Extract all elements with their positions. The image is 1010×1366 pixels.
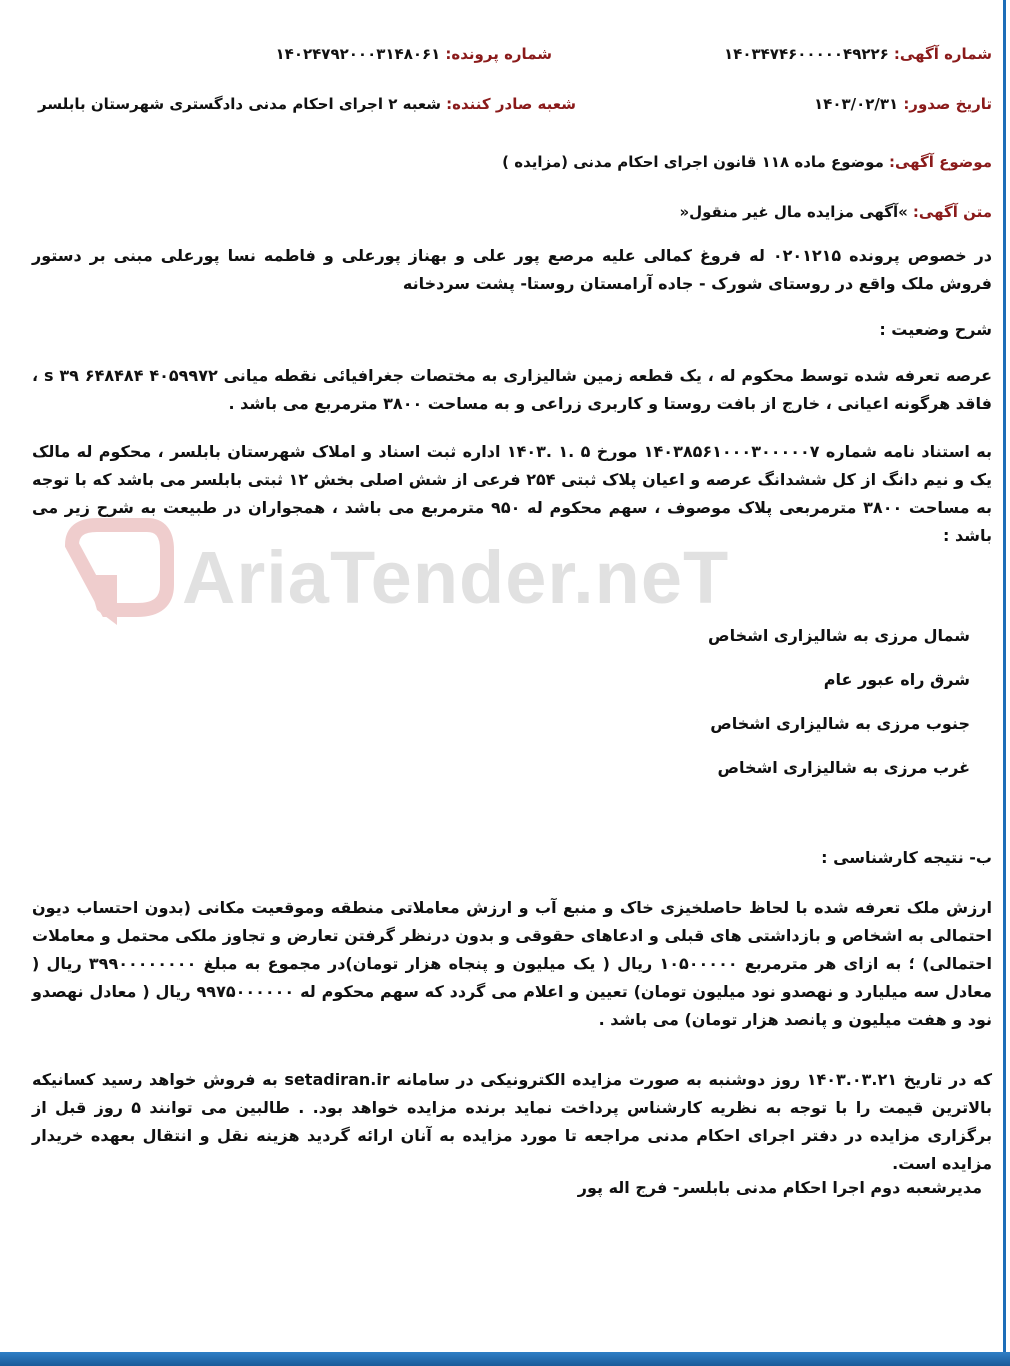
issue-date-row bbox=[814, 94, 992, 113]
paragraph-description: عرصه تعرفه شده توسط محکوم له ، یک قطعه زمین شالیزاری به مختصات جغرافیائی نقطه میانی ۴۰۵۹۹۷۲ ۶۴۸۴۸۴ s ۳۹ ، فاقد هرگونه اعیانی ، خارج از بافت روستا و کاربری زراعی و به مساحت ۳۸۰۰ مترمربع می باشد . bbox=[32, 366, 993, 413]
ad-number-label: شماره آگهی: bbox=[893, 45, 992, 63]
paragraph-auction: که در تاریخ ۱۴۰۳.۰۳.۲۱ روز دوشنبه به صورت مزایده الکترونیکی در سامانه setadiran.ir به فروش خواهد رسید کسانیکه بالاترین قیمت را با توجه به نظریه کارشناس پرداخت نماید برنده مزایده خواهد بود. . طالبین می توانند ۵ روز قبل از برگزاری مزایده در دفتر اجرای احکام مدنی مراجعه تا مورد مزایده به آنان ارائه گردید هزینه نقل و انتقال بعهده خریدار مزایده است. bbox=[32, 1070, 993, 1173]
paragraph-registry: به استناد نامه شماره ۱۴۰۳۸۵۶۱۰۰۰۳۰۰۰۰۰۷ مورخ ۵ .۱ .۱۴۰۳ اداره ثبت اسناد و املاک شهرستان بابلسر ، محکوم له مالک یک و نیم دانگ از کل ششدانگ عرصه و اعیان پلاک ثبتی ۲۵۴ فرعی از شش اصلی بخش ۱۲ ثبتی بابلسر می باشد که با توجه به مساحت ۳۸۰۰ مترمربعی پلاک موصوف ، سهم محکوم له ۹۵۰ مترمربع می باشد ، همجواران در طبیعت به شرح زیر می باشد : bbox=[32, 442, 993, 545]
ad-text-title: »آگهی مزایده مال غیر منقول« bbox=[679, 203, 908, 221]
case-number-label: شماره پرونده: bbox=[445, 45, 552, 63]
border-west: غرب مرزی به شالیزاری اشخاص bbox=[717, 758, 970, 777]
subject-label: موضوع آگهی: bbox=[888, 153, 992, 171]
border-south: جنوب مرزی به شالیزاری اشخاص bbox=[710, 714, 970, 733]
status-heading: شرح وضعیت : bbox=[879, 320, 992, 339]
bottom-bar bbox=[0, 1352, 1010, 1366]
case-number: ۱۴۰۲۴۷۹۲۰۰۰۳۱۴۸۰۶۱ bbox=[275, 45, 441, 63]
issue-date: ۱۴۰۳/۰۲/۳۱ bbox=[814, 95, 899, 113]
case-number-row bbox=[276, 44, 552, 63]
border-east: شرق راه عبور عام bbox=[823, 670, 970, 689]
watermark-text: AriaTender.neT bbox=[182, 536, 730, 619]
expert-heading: ب- نتیجه کارشناسی : bbox=[821, 848, 992, 867]
ad-text-row bbox=[679, 202, 992, 221]
ad-text-label: متن آگهی: bbox=[912, 203, 992, 221]
subject-row bbox=[502, 152, 992, 171]
issuer: شعبه ۲ اجرای احکام مدنی دادگستری شهرستان بابلسر bbox=[38, 95, 442, 113]
issuer-row bbox=[38, 94, 576, 113]
issuer-label: شعبه صادر کننده: bbox=[446, 95, 576, 113]
paragraph-case: در خصوص پرونده ۰۲۰۱۲۱۵ له فروغ کمالی علیه مرصع پور علی و بهناز پورعلی و فاطمه نسا پورعلی مبنی بر دستور فروش ملک واقع در روستای شورک - جاده آرامستان روستا- پشت سردخانه bbox=[32, 246, 992, 293]
paragraph-valuation: ارزش ملک تعرفه شده با لحاظ حاصلخیزی خاک و منبع آب و ارزش معاملاتی منطقه وموقعیت مکانی (بدون احتساب دیون احتمالی به اشخاص و بازداشتی های قبلی و ادعاهای حقوقی و بدون درنظر گرفتن تعارض و تجاوز ملکی محتمل و معاملات احتمالی) ؛ به ازای هر مترمربع ۱۰۵۰۰۰۰۰ ریال ( یک میلیون و پنجاه هزار تومان)در مجموع به مبلغ ۳۹۹۰۰۰۰۰۰۰۰ ریال ( معادل سه میلیارد و نهصدو نود میلیون تومان) تعیین و اعلام می گردد که سهم محکوم له ۹۹۷۵۰۰۰۰۰۰ ریال ( معادل نهصدو نود و هفت میلیون و پانصد هزار تومان) می باشد . bbox=[32, 898, 993, 1029]
issue-date-label: تاریخ صدور: bbox=[903, 95, 992, 113]
ad-number-row bbox=[724, 44, 992, 63]
subject: موضوع ماده ۱۱۸ قانون اجرای احکام مدنی (مزایده ) bbox=[502, 153, 884, 171]
signature: مدیرشعبه دوم اجرا احکام مدنی بابلسر- فرج اله پور bbox=[577, 1178, 982, 1197]
border-north: شمال مرزی به شالیزاری اشخاص bbox=[708, 626, 970, 645]
ad-number: ۱۴۰۳۴۷۴۶۰۰۰۰۰۴۹۲۲۶ bbox=[724, 45, 889, 63]
